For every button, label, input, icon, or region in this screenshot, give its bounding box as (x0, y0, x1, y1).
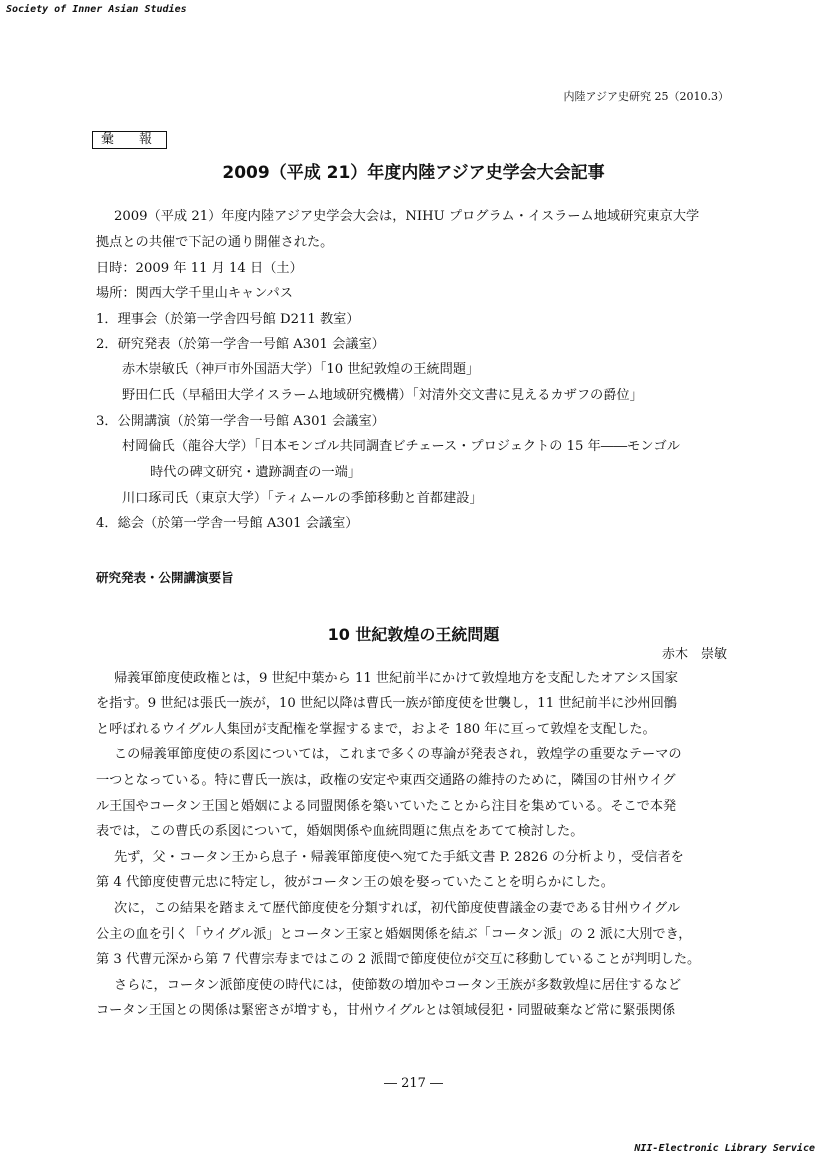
program-item: 4．総会（於第一学舎一号館 A301 会議室） (96, 516, 359, 531)
article-line: この帰義軍節度使の系図については，これまで多くの専論が発表され，敦煌学の重要なテーマの (114, 747, 682, 762)
article-line: 第 4 代節度使曹元忠に特定し，彼がコータン王の娘を娶っていたことを明らかにした。 (96, 875, 614, 890)
intro-line-1: 2009（平成 21）年度内陸アジア史学会大会は，NIHU プログラム・イスラーム地域研究東京大学 (114, 209, 700, 224)
article-title: 10 世紀敦煌の王統問題 (327, 625, 500, 644)
article-line: 一つとなっている。特に曹氏一族は，政権の安定や東西交通路の維持のために，隣国の甘州ウイグ (96, 773, 676, 788)
program-item: 2．研究発表（於第一学舎一号館 A301 会議室） (96, 337, 385, 352)
article-line: 公主の血を引く「ウイグル派」とコータン王家と婚姻関係を結ぶ「コータン派」の 2 派に大別でき， (96, 927, 692, 942)
program-speaker: 村岡倫氏（龍谷大学）「日本モンゴル共同調査ビチェース・プロジェクトの 15 年――モンゴル (122, 439, 680, 454)
article-line: 帰義軍節度使政権とは，9 世紀中葉から 11 世紀前半にかけて敦煌地方を支配したオアシス国家 (114, 671, 678, 686)
program-speaker-cont: 時代の碑文研究・遺跡調査の一端」 (150, 465, 361, 480)
meeting-venue: 場所：関西大学千里山キャンパス (96, 286, 293, 301)
article-line: 次に，この結果を踏まえて歴代節度使を分類すれば，初代節度使曹議金の妻である甘州ウイグル (114, 901, 681, 916)
society-header: Society of Inner Asian Studies (6, 4, 187, 15)
section-label: 彙 報 (92, 131, 167, 149)
meeting-datetime: 日時：2009 年 11 月 14 日（土） (96, 261, 303, 276)
library-service-footer: NII-Electronic Library Service (634, 1143, 815, 1154)
article-line: と呼ばれるウイグル人集団が支配権を掌握するまで，およそ 180 年に亘って敦煌を支配した。 (96, 722, 656, 737)
program-speaker: 赤木崇敏氏（神戸市外国語大学）「10 世紀敦煌の王統問題」 (122, 362, 480, 377)
abstracts-heading: 研究発表・公開講演要旨 (96, 570, 234, 585)
program-speaker: 野田仁氏（早稲田大学イスラーム地域研究機構）「対清外交文書に見えるカザフの爵位」 (122, 388, 643, 403)
article-line: を指す。9 世紀は張氏一族が，10 世紀以降は曹氏一族が節度使を世襲し，11 世紀前半に沙州回鶻 (96, 696, 677, 711)
article-line: 表では，この曹氏の系図について，婚姻関係や血統問題に焦点をあてて検討した。 (96, 824, 584, 839)
article-line: ル王国やコータン王国と婚姻による同盟関係を築いていたことから注目を集めている。そこで本発 (96, 799, 677, 814)
report-title: 2009（平成 21）年度内陸アジア史学会大会記事 (222, 163, 605, 183)
article-line: 第 3 代曹元深から第 7 代曹宗寿まではこの 2 派間で節度使位が交互に移動していることが判明した。 (96, 952, 701, 967)
article-author: 赤木 崇敏 (661, 647, 727, 662)
article-line: コータン王国との関係は緊密さが増すも，甘州ウイグルとは領域侵犯・同盟破棄など常に緊張関係 (96, 1003, 676, 1018)
article-line: さらに，コータン派節度使の時代には，使節数の増加やコータン王族が多数敦煌に居住するなど (114, 978, 682, 993)
program-item: 1．理事会（於第一学舎四号館 D211 教室） (96, 312, 360, 327)
intro-line-2: 拠点との共催で下記の通り開催された。 (96, 235, 334, 250)
article-line: 先ず，父・コータン王から息子・帰義軍節度使へ宛てた手紙文書 P. 2826 の分析より，受信者を (114, 850, 684, 865)
program-speaker: 川口琢司氏（東京大学）「ティムールの季節移動と首都建設」 (122, 491, 483, 506)
page-number: ― 217 ― (383, 1076, 444, 1091)
program-item: 3．公開講演（於第一学舎一号館 A301 会議室） (96, 414, 385, 429)
journal-reference: 内陸アジア史研究 25（2010.3） (563, 90, 729, 103)
